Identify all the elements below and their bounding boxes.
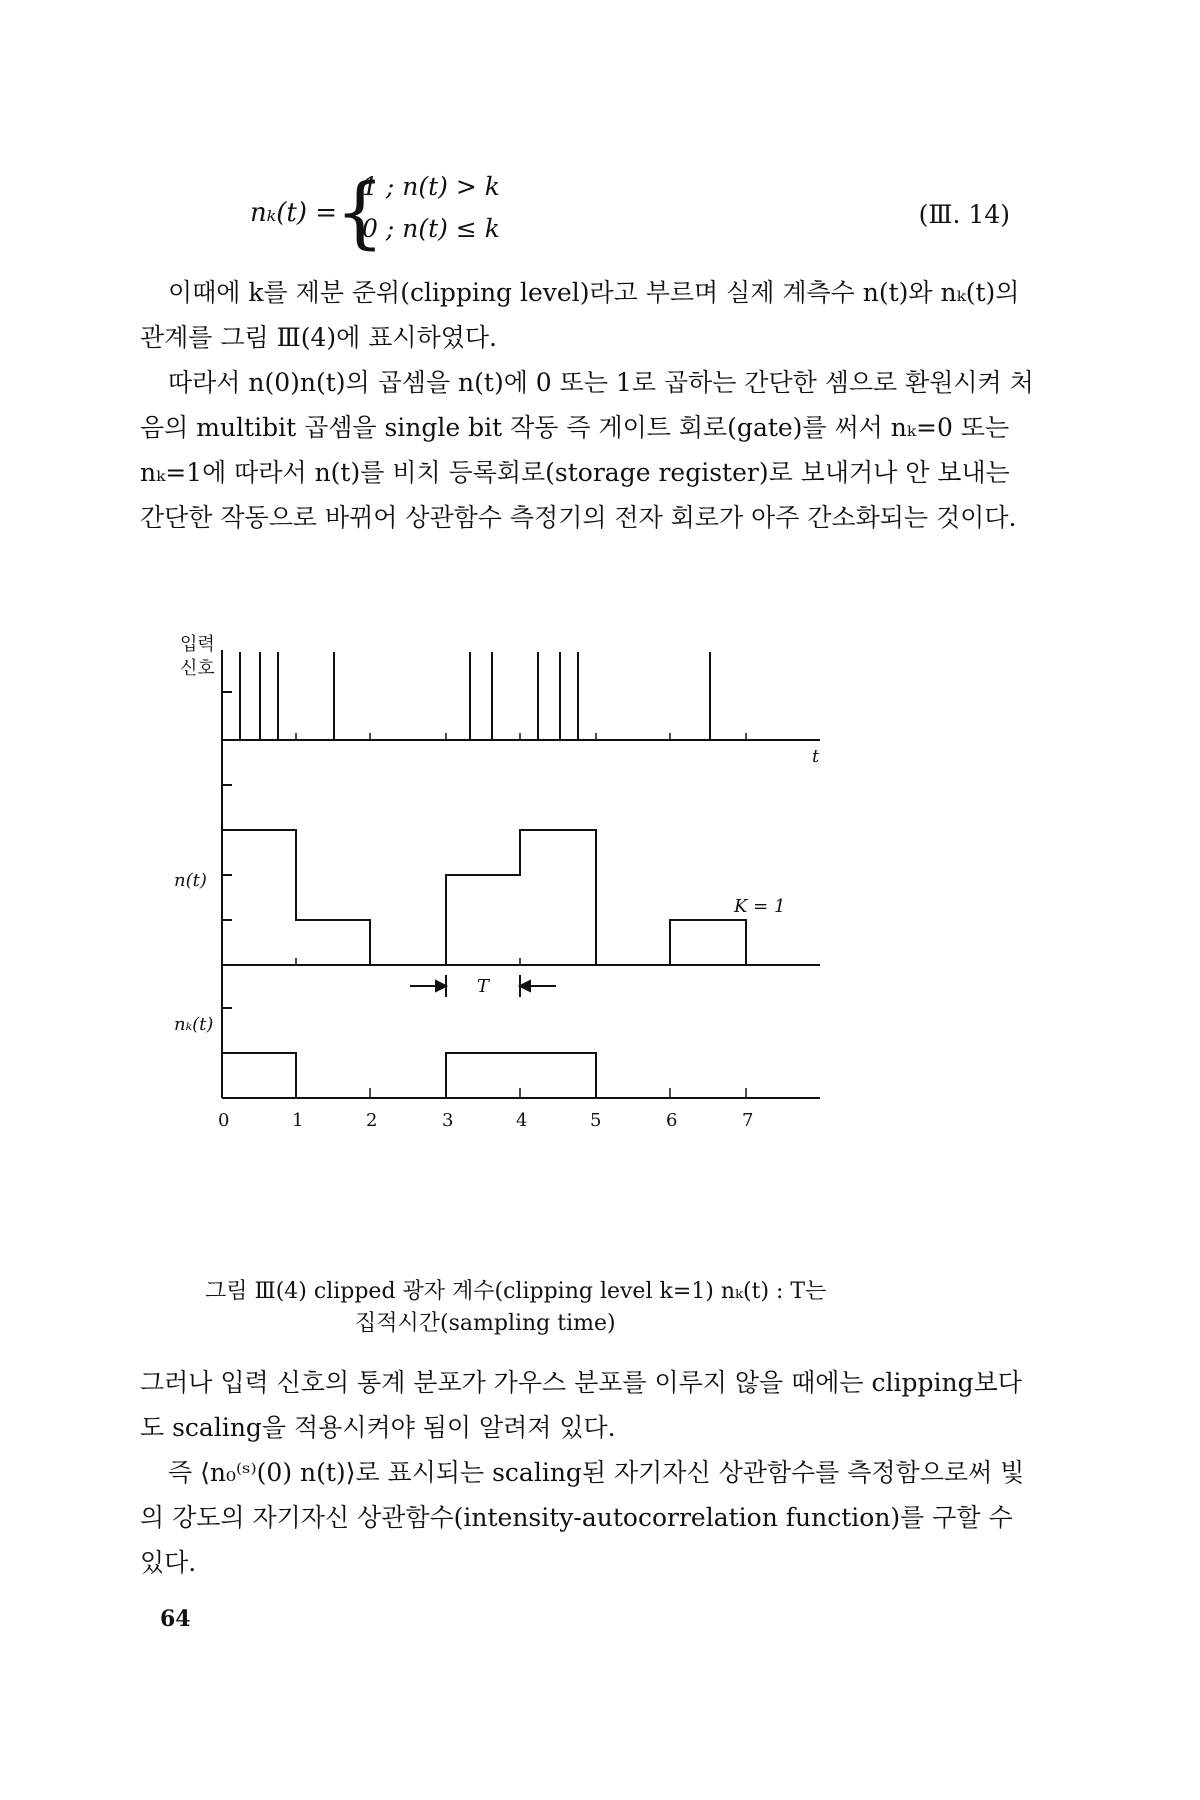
x-tick-label: 3 xyxy=(442,1110,454,1131)
paragraph-2: 따라서 n(0)n(t)의 곱셈을 n(t)에 0 또는 1로 곱하는 간단한 셈으로 환원시켜 처음의 multibit 곱셈을 single bit 작동 즉 게이트 회로(gate)를 써서 nₖ=0 또는 nₖ=1에 따라서 n(t)를 비치 등록회로(storage register)로 보내거나 안 보내는 간단한 작동으로 바뀌어 상관함수 측정기의 전자 회로가 아주 간소화되는 것이다. xyxy=(140,368,1034,532)
equation-block xyxy=(250,170,1010,260)
t-axis-label: t xyxy=(812,746,820,767)
x-tick-label: 5 xyxy=(590,1110,602,1131)
nt-label: n(t) xyxy=(174,870,207,891)
paragraph-3: 그러나 입력 신호의 통계 분포가 가우스 분포를 이루지 않을 때에는 clipping보다도 scaling을 적용시켜야 됨이 알려져 있다. xyxy=(140,1368,1022,1442)
caption-line-2: 집적시간(sampling time) xyxy=(355,1311,616,1336)
equation-lhs: nₖ(t) = xyxy=(250,198,338,228)
input-pulse-spikes xyxy=(240,652,710,740)
nt-waveform-segment-1 xyxy=(222,830,370,965)
T-arrowhead-left xyxy=(436,981,446,991)
T-label: T xyxy=(477,976,490,997)
x-tick-label: 6 xyxy=(666,1110,678,1131)
equation-number: (Ⅲ. 14) xyxy=(918,200,1010,229)
figure-svg-final xyxy=(170,634,950,1290)
x-tick-label: 2 xyxy=(366,1110,378,1131)
x-tick-label: 1 xyxy=(292,1110,304,1131)
nt-waveform-segment-2 xyxy=(446,830,596,965)
equation-brace: { xyxy=(335,168,385,258)
nk-label: nₖ(t) xyxy=(174,1014,214,1035)
T-arrowhead-right xyxy=(520,981,530,991)
nk-waveform-segment-1 xyxy=(222,1053,296,1098)
nt-waveform-segment-3 xyxy=(670,920,746,965)
equation-case-1: 1 ; n(t) > k xyxy=(362,172,500,201)
paragraph-1: 이때에 k를 제분 준위(clipping level)라고 부르며 실제 계측수 n(t)와 nₖ(t)의 관계를 그림 Ⅲ(4)에 표시하였다. xyxy=(140,278,1020,352)
input-label-line2: 신호 xyxy=(180,658,215,679)
x-tick-label: 0 xyxy=(218,1110,230,1131)
paragraph-4: 즉 ⟨n₀⁽ˢ⁾(0) n(t)⟩로 표시되는 scaling된 자기자신 상관함수를 측정함으로써 빛의 강도의 자기자신 상관함수(intensity-autocorrelation function)를 구할 수 있다. xyxy=(140,1458,1025,1577)
nk-waveform-segment-2 xyxy=(446,1053,596,1098)
equation-case-2: 0 ; n(t) ≤ k xyxy=(362,214,500,243)
nt-baseline-ticks xyxy=(296,958,520,965)
figure-caption xyxy=(205,1276,1005,1340)
input-label-line1: 입력 xyxy=(180,634,215,655)
nk-axis-ticks xyxy=(370,1088,746,1098)
caption-line-1: 그림 Ⅲ(4) clipped 광자 계수(clipping level k=1) nₖ(t) : T는 xyxy=(205,1279,827,1304)
x-tick-label: 7 xyxy=(742,1110,754,1131)
k-level-label: K = 1 xyxy=(734,896,786,917)
page-number: 64 xyxy=(160,1606,191,1632)
x-tick-label: 4 xyxy=(516,1110,528,1131)
figure-clipped-photon-count xyxy=(170,630,950,1230)
input-baseline-ticks xyxy=(296,733,746,740)
